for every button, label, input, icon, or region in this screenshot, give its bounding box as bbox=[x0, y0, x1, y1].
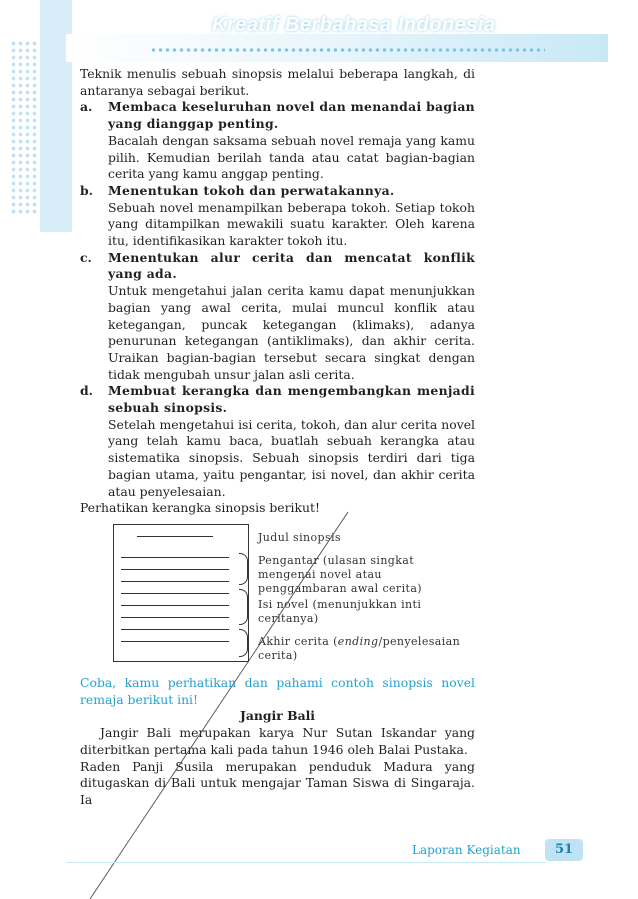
footer-rule bbox=[66, 862, 546, 863]
diagram-intro: Perhatikan kerangka sinopsis berikut! bbox=[80, 500, 320, 516]
diagram-label-end-italic: ending bbox=[337, 634, 379, 648]
diagram-label-end-prefix: Akhir cerita ( bbox=[258, 634, 338, 648]
step-body: Sebuah novel menampilkan beberapa tokoh. Setiap tokoh yang ditampilkan mewakili suatu karakter. Oleh karena itu, identifikasikan karakter tokoh itu. bbox=[108, 199, 475, 249]
story-paragraph-1: Jangir Bali merupakan karya Nur Sutan Iskandar yang diterbitkan pertama kali pada tahun 1946 oleh Balai Pustaka. bbox=[80, 725, 475, 757]
step-body: Untuk mengetahui jalan cerita kamu dapat menunjukkan bagian yang awal cerita, mulai muncul konflik atau ketegangan, puncak ketegangan (klimaks), adanya penurunan ketegangan (antiklimaks), dan akhir cerita. Uraikan bagian-bagian tersebut secara singkat dengan tidak mengubah unsur jalan asli cerita. bbox=[108, 283, 475, 382]
diagram-label-content: Isi novel (menunjukkan inti ceritanya) bbox=[258, 597, 422, 625]
story-title: Jangir Bali bbox=[239, 708, 316, 724]
diagram-label-end-suffix: /penyelesaian cerita) bbox=[258, 634, 461, 662]
story-paragraph-2: Raden Panji Susila merupakan penduduk Madura yang ditugaskan di Bali untuk mengajar Taman Siswa di Singaraja. Ia bbox=[80, 758, 475, 807]
step-heading: Membuat kerangka dan mengembangkan menjadi sebuah sinopsis. bbox=[108, 383, 475, 416]
step-heading: Menentukan alur cerita dan mencatat konflik yang ada. bbox=[108, 249, 475, 282]
step-letter: a. bbox=[80, 99, 93, 115]
diagram-label-intro: Pengantar (ulasan singkat mengenai novel atau penggambaran awal cerita) bbox=[258, 553, 422, 595]
step-letter: b. bbox=[80, 182, 93, 198]
step-heading: Menentukan tokoh dan perwatakannya. bbox=[108, 182, 395, 198]
reading-prompt: Coba, kamu perhatikan dan pahami contoh sinopsis novel remaja berikut ini! bbox=[80, 674, 475, 707]
diagram-label-title: Judul sinopsis bbox=[258, 530, 341, 544]
running-header-title: Kreatif Berbahasa Indonesia bbox=[212, 14, 496, 36]
page-number: 51 bbox=[545, 839, 583, 861]
footer-chapter-label: Laporan Kegiatan bbox=[412, 843, 521, 857]
step-body: Setelah mengetahui isi cerita, tokoh, dan alur cerita novel yang telah kamu baca, buatlah sebuah kerangka atau sistematika sinopsis. Sebuah sinopsis terdiri dari tiga bagian utama, yaitu pengantar, isi novel, dan akhir cerita atau penyelesaian. bbox=[108, 416, 475, 499]
intro-paragraph: Teknik menulis sebuah sinopsis melalui beberapa langkah, di antaranya sebagai berikut. bbox=[80, 66, 475, 98]
step-body: Bacalah dengan saksama sebuah novel remaja yang kamu pilih. Kemudian berilah tanda atau catat bagian-bagian cerita yang kamu anggap penting. bbox=[108, 132, 475, 182]
step-letter: d. bbox=[80, 383, 93, 399]
step-letter: c. bbox=[80, 249, 92, 265]
step-heading: Membaca keseluruhan novel dan menandai bagian yang dianggap penting. bbox=[108, 99, 475, 132]
